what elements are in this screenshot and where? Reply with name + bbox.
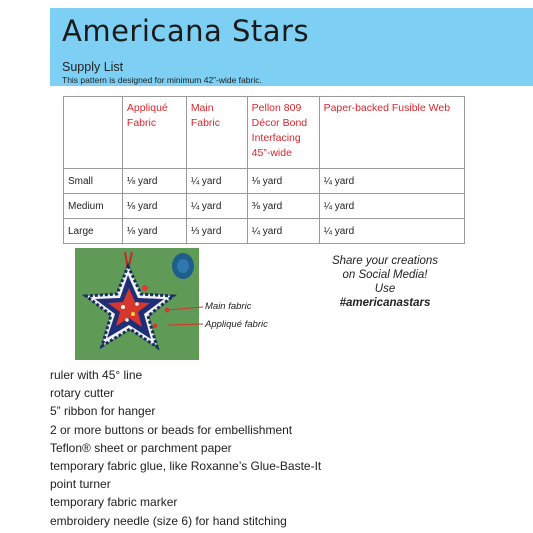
supply-list-heading: Supply List [62, 60, 124, 74]
list-item: point turner [50, 477, 111, 492]
table-cell: ¼ yard [186, 194, 247, 219]
list-item: temporary fabric glue, like Roxanne’s Glue-Baste-It [50, 459, 322, 474]
header-cell-applique-fabric: Appliqué Fabric [122, 97, 186, 169]
list-item: Teflon® sheet or parchment paper [50, 440, 232, 455]
table-cell: ¼ yard [186, 169, 247, 194]
table-cell: ⅜ yard [247, 194, 319, 219]
social-line-3: Use [374, 283, 396, 295]
list-item: temporary fabric marker [50, 495, 178, 510]
table-cell: ¼ yard [319, 169, 464, 194]
table-row [64, 219, 465, 244]
supply-items-list [50, 366, 321, 530]
list-item: 5” ribbon for hanger [50, 404, 156, 419]
row-size-label: Large [64, 219, 123, 244]
table-cell: ¼ yard [247, 219, 319, 244]
hashtag: #americanastars [339, 297, 431, 309]
row-size-label: Medium [64, 194, 123, 219]
table-cell: ⅛ yard [122, 219, 186, 244]
header-cell-main-fabric: Main Fabric [186, 97, 247, 169]
table-cell: ¼ yard [319, 194, 464, 219]
list-item: ruler with 45° line [50, 368, 143, 382]
table-cell: ⅛ yard [122, 169, 186, 194]
table-row [64, 194, 465, 219]
supply-table [63, 96, 465, 244]
callout-lines [165, 297, 205, 337]
table-cell: ⅛ yard [122, 194, 186, 219]
header-cell-interfacing: Pellon 809 Décor Bond Interfacing 45”-wide [247, 97, 319, 169]
list-item: rotary cutter [50, 386, 115, 401]
social-line-1: Share your creations [331, 255, 439, 267]
table-cell: ¼ yard [319, 219, 464, 244]
row-size-label: Small [64, 169, 123, 194]
table-row [64, 169, 465, 194]
social-media-message [305, 254, 465, 310]
table-cell: ⅛ yard [247, 169, 319, 194]
header-banner [50, 8, 533, 86]
social-line-2: on Social Media! [342, 269, 428, 281]
callout-applique-fabric: Appliqué fabric [205, 319, 268, 330]
header-cell-size [64, 97, 123, 169]
header-cell-fusible-web: Paper-backed Fusible Web [319, 97, 464, 169]
list-item: 2 or more buttons or beads for embellishment [50, 422, 293, 437]
callout-main-fabric: Main fabric [205, 301, 252, 312]
list-item: embroidery needle (size 6) for hand stitching [50, 513, 287, 528]
table-cell: ⅓ yard [186, 219, 247, 244]
table-header-row [64, 97, 465, 169]
page-title: Americana Stars [62, 14, 310, 48]
fabric-width-note: This pattern is designed for minimum 42”-wide fabric. [62, 75, 262, 85]
